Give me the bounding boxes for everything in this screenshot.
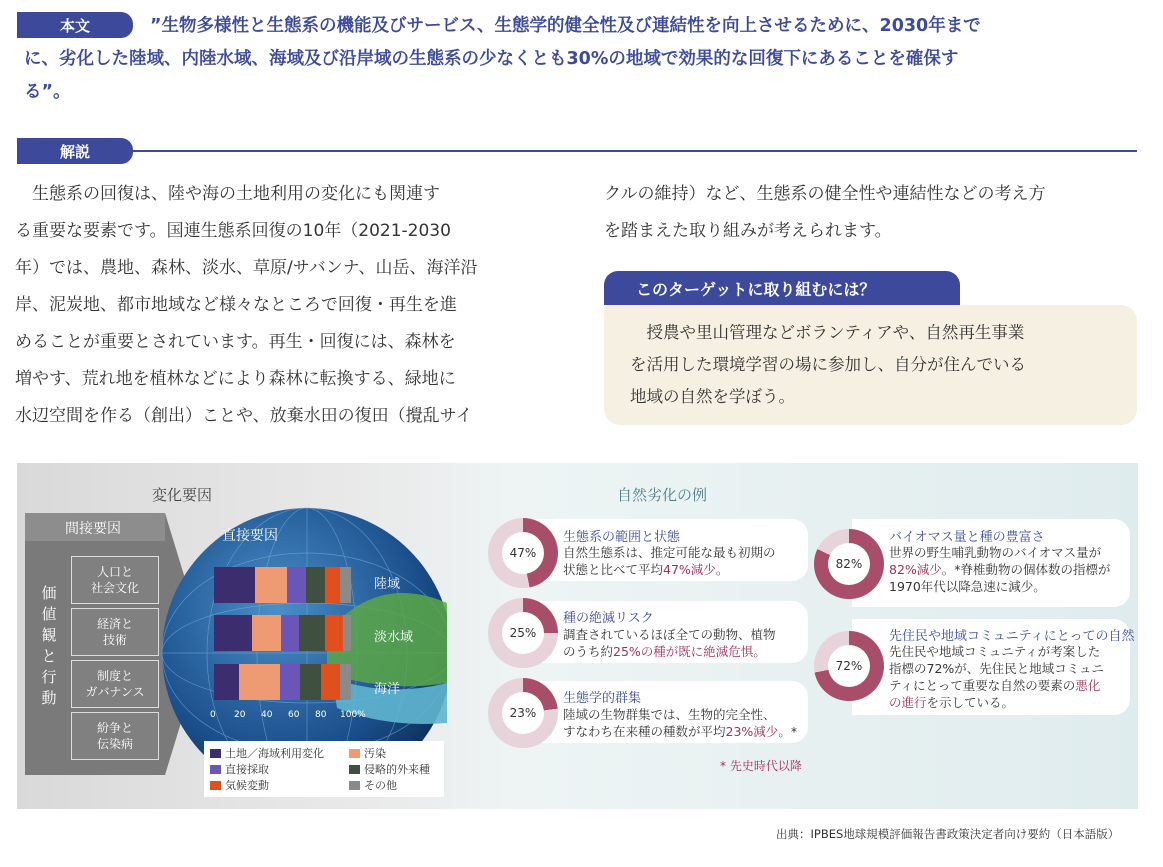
footnote: * 先史時代以降 [720, 759, 802, 773]
target-action-line: 授農や里山管理などボランティアや、自然再生事業 [630, 323, 1025, 342]
card-heading: 種の絶滅リスク [563, 611, 654, 626]
explanation-line: めることが重要とされています。再生・回復には、森林を [15, 332, 456, 352]
legend-item: 直接採取 [210, 761, 269, 777]
drivers-title: 変化要因 [152, 486, 213, 504]
bar-segment [214, 615, 252, 651]
drivers-legend [204, 741, 444, 797]
card-body: 調査されているほぼ全ての動物、植物 のうち約25%の種が既に絶滅危惧。 [563, 627, 776, 659]
bar-segment [340, 664, 351, 700]
explanation-line: 岸、泥炭地、都市地域など様々なところで回復・再生を進 [15, 295, 457, 315]
donut-value: 72% [828, 645, 870, 687]
bar-segment [299, 615, 325, 651]
card-body: 先住民や地域コミュニティが考案した 指標の72%が、先住民と地域コミュニ ティにとって重要な自然の要素の悪化 の進行を示している。 [889, 644, 1105, 710]
target-quote [24, 10, 1144, 109]
explanation-line: を踏まえた取り組みが考えられます。 [604, 221, 892, 241]
donut-value: 47% [502, 532, 544, 574]
target-action-box [604, 305, 1137, 425]
legend-item: 汚染 [349, 745, 386, 761]
legend-item: その他 [349, 777, 397, 793]
target-action-line: 地域の自然を学ぼう。 [630, 387, 795, 406]
bar-segment [325, 615, 343, 651]
kaisetsu-label: 解説 [17, 138, 133, 164]
quote-line-1: ”生物多様性と生態系の機能及びサービス、生態学的健全性及び連結性を向上させるために、2030年まで [150, 16, 981, 36]
ecosystem-label: 淡水域 [374, 630, 414, 645]
bar-segment [214, 664, 239, 700]
axis-tick: 20 [234, 710, 246, 720]
bar-segment [214, 567, 255, 603]
bar-segment [343, 615, 351, 651]
indirect-driver-box: 紛争と 伝染病 [71, 712, 159, 760]
ecosystem-label: 陸域 [374, 577, 401, 592]
donut-chart [814, 631, 884, 701]
donut-chart [814, 529, 884, 599]
explanation-line: 増やす、荒れ地を植林などにより森林に転換する、緑地に [15, 369, 456, 389]
axis-tick: 80 [315, 710, 327, 720]
indirect-driver-box: 制度と ガバナンス [71, 660, 159, 708]
bar-segment [255, 567, 287, 603]
card-body: 世界の野生哺乳動物のバイオマス量が 82%減少。*脊椎動物の個体数の指標が 1970年代以降急速に減少。 [889, 545, 1111, 594]
indirect-driver-box: 経済と 技術 [71, 608, 159, 656]
bar-row [214, 567, 351, 603]
card-heading: バイオマス量と種の豊富さ [889, 530, 1045, 545]
explanation-line: 生態系の回復は、陸や海の土地利用の変化にも関連す [15, 184, 440, 204]
bar-segment [239, 664, 280, 700]
target-action-title: このターゲットに取り組むには？ [604, 271, 960, 305]
ipbes-figure [17, 463, 1138, 809]
donut-chart [488, 678, 558, 748]
bar-row [214, 615, 351, 651]
card-body: 自然生態系は、推定可能な最も初期の 状態と比べて平均47%減少。 [563, 545, 776, 577]
direct-drivers-label: 直接要因 [222, 528, 278, 544]
explanation-line: 水辺空間を作る（創出）ことや、放棄水田の復田（攪乱サイ [15, 406, 473, 426]
legend-item: 侵略的外来種 [349, 761, 430, 777]
axis-tick: 100% [340, 710, 366, 720]
bar-segment [281, 615, 299, 651]
card-heading: 生態系の範囲と状態 [563, 530, 681, 545]
axis-tick: 60 [288, 710, 300, 720]
bar-segment [306, 567, 325, 603]
explanation-left-column [15, 176, 555, 435]
donut-value: 23% [502, 692, 544, 734]
kaisetsu-rule [133, 150, 1137, 152]
source-citation: 出典：IPBES地球規模評価報告書政策決定者向け要約（日本語版） [776, 827, 1120, 841]
donut-chart [488, 598, 558, 668]
donut-chart [488, 518, 558, 588]
bar-segment [340, 567, 351, 603]
donut-value: 82% [828, 543, 870, 585]
degradation-title: 自然劣化の例 [617, 486, 708, 504]
card-heading: 生態学的群集 [563, 691, 642, 706]
ecosystem-label: 海洋 [374, 682, 401, 697]
axis-tick: 40 [261, 710, 273, 720]
honbun-label: 本文 [17, 12, 133, 38]
donut-value: 25% [502, 612, 544, 654]
card-body: 陸域の生物群集では、生物的完全性、 すなわち在来種の種数が平均23%減少。* [563, 707, 798, 739]
values-behaviour-label: 価値観と行動 [41, 584, 57, 707]
quote-line-3: る”。 [24, 82, 71, 102]
legend-item: 土地／海域利用変化 [210, 745, 324, 761]
bar-segment [287, 567, 306, 603]
bar-segment [280, 664, 301, 700]
legend-item: 気候変動 [210, 777, 269, 793]
bar-segment [321, 664, 340, 700]
target-action-line: を活用した環境学習の場に参加し、自分が住んでいる [630, 355, 1026, 374]
axis-tick: 0 [210, 710, 216, 720]
bar-segment [252, 615, 281, 651]
bar-segment [325, 567, 340, 603]
card-heading: 先住民や地域コミュニティにとっての自然 [889, 629, 1135, 644]
explanation-right-column [604, 176, 1144, 250]
bar-segment [300, 664, 321, 700]
bar-row [214, 664, 351, 700]
explanation-line: クルの維持）など、生態系の健全性や連結性などの考え方 [604, 184, 1046, 204]
explanation-line: 年）では、農地、森林、淡水、草原/サバンナ、山岳、海洋沿 [15, 258, 478, 278]
indirect-drivers-label: 間接要因 [65, 521, 121, 537]
indirect-driver-box: 人口と 社会文化 [71, 556, 159, 604]
quote-line-2: に、劣化した陸域、内陸水域、海域及び沿岸域の生態系の少なくとも30%の地域で効果的な回復下にあることを確保す [24, 49, 959, 69]
explanation-line: る重要な要素です。国連生態系回復の10年（2021-2030 [15, 221, 451, 241]
